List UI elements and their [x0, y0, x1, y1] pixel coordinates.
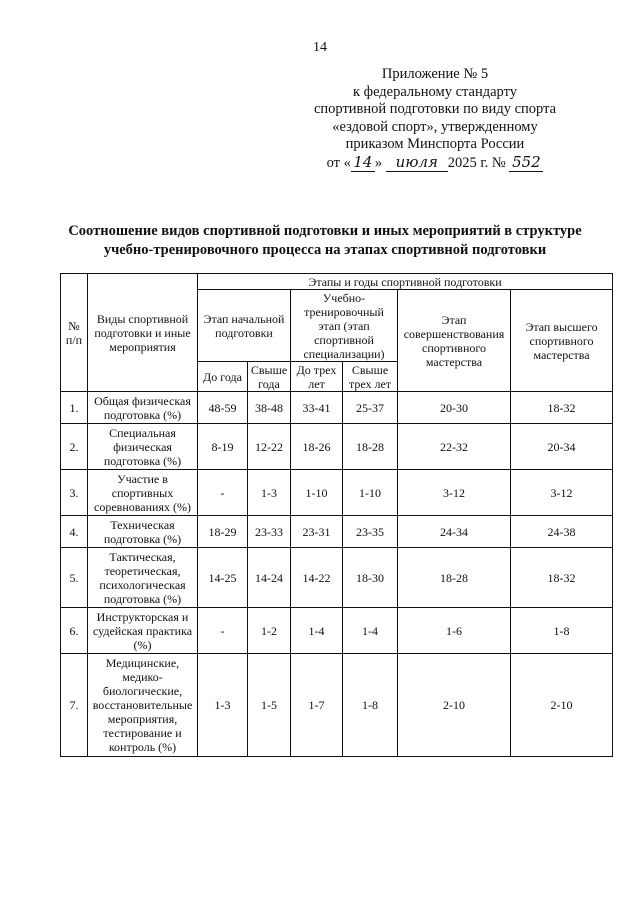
cell-value: 20-30 [398, 392, 511, 424]
header-sub-over-three: Свыше трех лет [343, 362, 398, 392]
header-stages: Этапы и годы спортивной подготовки [198, 274, 613, 290]
cell-value: 1-3 [198, 654, 248, 757]
row-kind: Участие в спортивных соревнованиях (%) [88, 470, 198, 516]
row-number: 4. [61, 516, 88, 548]
cell-value: 18-29 [198, 516, 248, 548]
row-kind: Специальная физическая подготовка (%) [88, 424, 198, 470]
header-number: № п/п [61, 274, 88, 392]
row-kind: Медицинские, медико-биологические, восстановительные мероприятия, тестирование и контроль (%) [88, 654, 198, 757]
cell-value: 2-10 [511, 654, 613, 757]
cell-value: 18-32 [511, 548, 613, 608]
cell-value: 23-35 [343, 516, 398, 548]
cell-value: 38-48 [248, 392, 291, 424]
order-day: 14 [351, 154, 375, 173]
cell-value: 1-8 [343, 654, 398, 757]
appendix-line: к федеральному стандарту [353, 83, 517, 100]
header-sub-up-to-year: До года [198, 362, 248, 392]
order-quote-close: » [374, 154, 383, 171]
cell-value: 18-28 [398, 548, 511, 608]
cell-value: 1-4 [343, 608, 398, 654]
appendix-title: Приложение № 5 [381, 66, 489, 82]
title-line: учебно-тренировочного процесса на этапах спортивной подготовки [103, 242, 547, 258]
cell-value: 24-38 [511, 516, 613, 548]
cell-value: 14-24 [248, 548, 291, 608]
document-title [40, 222, 610, 260]
cell-value: 18-30 [343, 548, 398, 608]
cell-value: 2-10 [398, 654, 511, 757]
training-ratio-table [60, 273, 613, 757]
row-kind: Тактическая, теоретическая, психологическая подготовка (%) [88, 548, 198, 608]
row-number: 5. [61, 548, 88, 608]
cell-value: - [198, 608, 248, 654]
cell-value: 23-31 [291, 516, 343, 548]
row-number: 6. [61, 608, 88, 654]
header-sub-over-year: Свыше года [248, 362, 291, 392]
row-number: 3. [61, 470, 88, 516]
cell-value: 20-34 [511, 424, 613, 470]
cell-value: 3-12 [398, 470, 511, 516]
row-kind: Общая физическая подготовка (%) [88, 392, 198, 424]
header-highest-stage: Этап высшего спортивного мастерства [511, 290, 613, 392]
header-sub-up-to-three: До трех лет [291, 362, 343, 392]
table-row [61, 392, 613, 424]
cell-value: 25-37 [343, 392, 398, 424]
order-month: июля [386, 154, 448, 173]
table-row [61, 470, 613, 516]
cell-value: 14-22 [291, 548, 343, 608]
title-line: Соотношение видов спортивной подготовки и иных мероприятий в структуре [68, 223, 582, 239]
table-row [61, 424, 613, 470]
order-number: 552 [509, 154, 543, 173]
cell-value: 12-22 [248, 424, 291, 470]
cell-value: 8-19 [198, 424, 248, 470]
cell-value: 1-10 [291, 470, 343, 516]
cell-value: 1-5 [248, 654, 291, 757]
row-number: 1. [61, 392, 88, 424]
cell-value: 18-26 [291, 424, 343, 470]
header-kinds: Виды спортивной подготовки и иные мероприятия [88, 274, 198, 392]
appendix-line: приказом Минспорта России [345, 136, 525, 152]
cell-value: 33-41 [291, 392, 343, 424]
cell-value: - [198, 470, 248, 516]
cell-value: 23-33 [248, 516, 291, 548]
header-initial-stage: Этап начальной подготовки [198, 290, 291, 362]
cell-value: 24-34 [398, 516, 511, 548]
order-from-label: от « [326, 154, 351, 171]
cell-value: 14-25 [198, 548, 248, 608]
row-kind: Техническая подготовка (%) [88, 516, 198, 548]
appendix-line: «ездовой спорт», утвержденному [332, 118, 538, 135]
cell-value: 1-2 [248, 608, 291, 654]
row-number: 7. [61, 654, 88, 757]
cell-value: 1-7 [291, 654, 343, 757]
table-header-row [61, 274, 613, 290]
cell-value: 1-4 [291, 608, 343, 654]
header-improvement-stage: Этап совершенствования спортивного мастерства [398, 290, 511, 392]
table-row [61, 516, 613, 548]
cell-value: 1-10 [343, 470, 398, 516]
row-number: 2. [61, 424, 88, 470]
header-training-stage: Учебно-тренировочный этап (этап спортивной специализации) [291, 290, 398, 362]
order-date-line [285, 154, 585, 173]
cell-value: 1-3 [248, 470, 291, 516]
cell-value: 18-28 [343, 424, 398, 470]
cell-value: 18-32 [511, 392, 613, 424]
cell-value: 3-12 [511, 470, 613, 516]
cell-value: 22-32 [398, 424, 511, 470]
cell-value: 1-6 [398, 608, 511, 654]
cell-value: 1-8 [511, 608, 613, 654]
row-kind: Инструкторская и судейская практика (%) [88, 608, 198, 654]
appendix-line: спортивной подготовки по виду спорта [313, 101, 557, 117]
table-row [61, 654, 613, 757]
cell-value: 48-59 [198, 392, 248, 424]
appendix-header [285, 66, 585, 172]
order-year-label: 2025 г. № [447, 154, 506, 171]
table-row [61, 548, 613, 608]
table-row [61, 608, 613, 654]
page-number: 14 [313, 40, 327, 55]
